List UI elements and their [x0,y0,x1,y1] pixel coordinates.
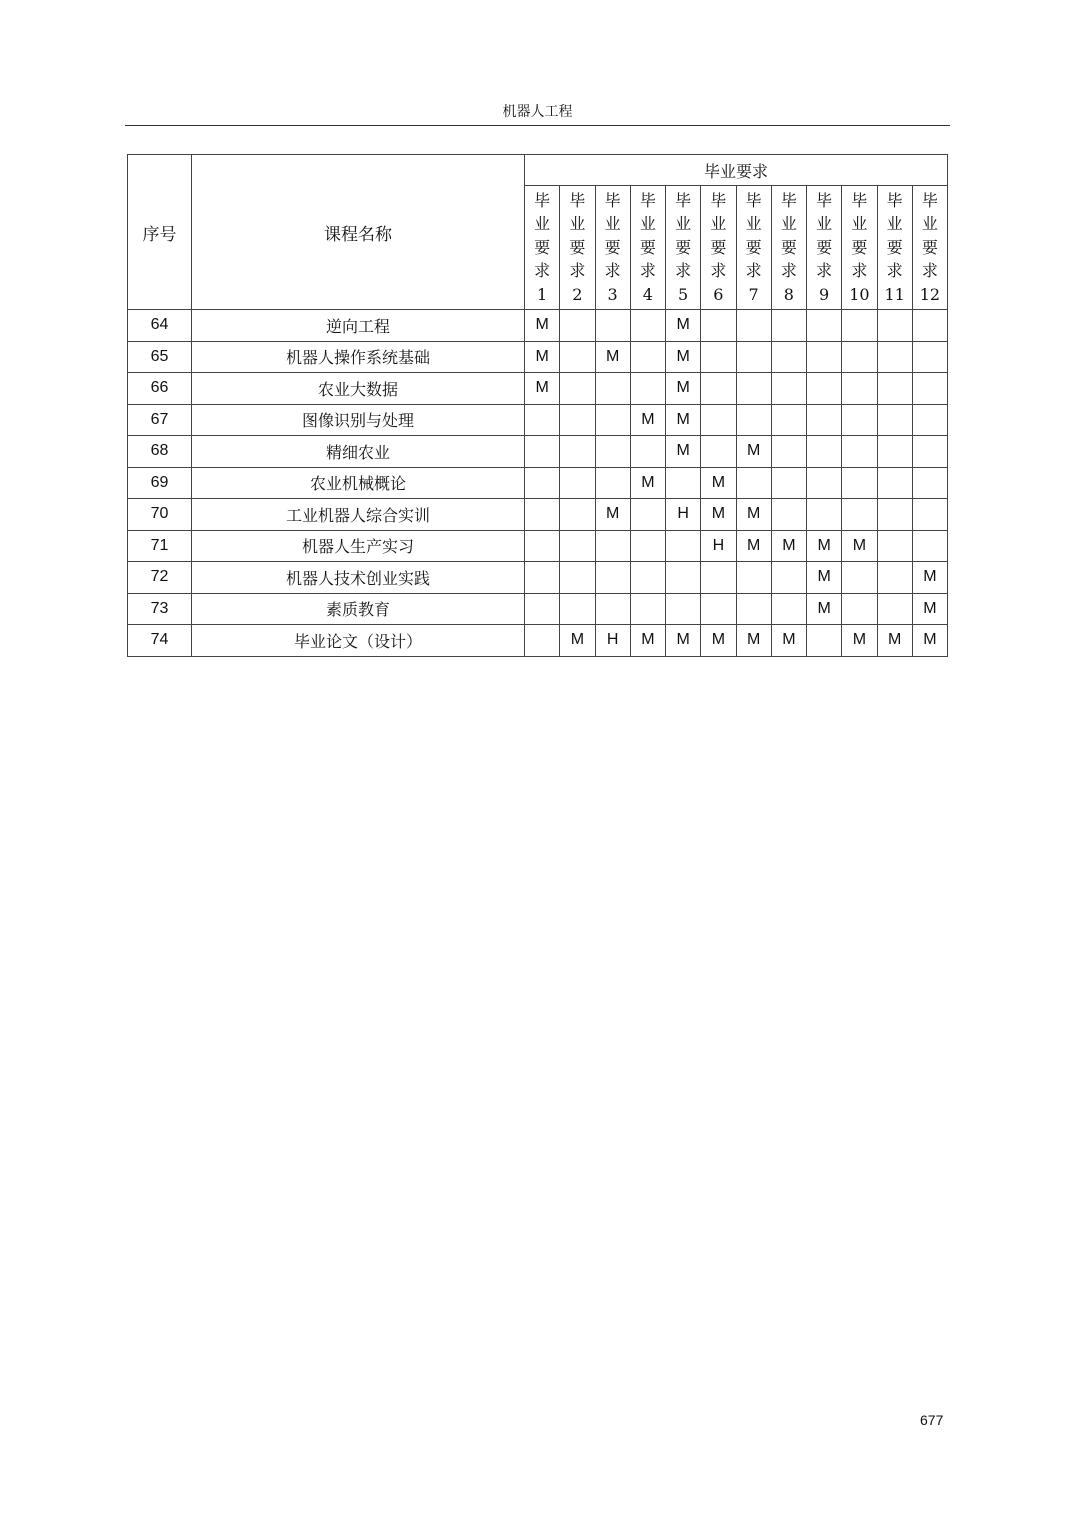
requirement-mark-cell [842,310,877,342]
row-index-cell: 74 [128,625,192,657]
course-name-cell: 工业机器人综合实训 [192,499,525,531]
requirement-header-char: 要 [851,237,868,257]
column-header-requirement [525,186,560,310]
requirement-mark-cell: M [525,373,560,405]
requirement-mark-cell [560,404,595,436]
requirement-mark-cell [771,404,806,436]
requirement-header-char: 求 [886,261,903,281]
requirement-mark-cell [771,593,806,625]
requirement-header-char: 要 [886,237,903,257]
column-header-requirement [877,186,912,310]
requirement-mark-cell: M [666,310,701,342]
requirement-mark-cell [525,530,560,562]
column-header-course-name: 课程名称 [192,155,525,310]
row-index-cell: 67 [128,404,192,436]
requirement-mark-cell: M [912,562,947,594]
requirement-header-char: 要 [569,237,586,257]
requirement-mark-cell [630,530,665,562]
table-row [128,373,948,405]
column-header-requirement [595,186,630,310]
requirement-mark-cell [771,499,806,531]
requirement-header-number: 3 [607,284,618,304]
requirement-mark-cell [807,467,842,499]
requirement-mark-cell [842,436,877,468]
requirement-header-number: 6 [713,284,724,304]
requirement-mark-cell [525,436,560,468]
course-name-cell: 逆向工程 [192,310,525,342]
requirement-mark-cell [595,467,630,499]
requirement-mark-cell [736,593,771,625]
requirement-mark-cell [877,373,912,405]
requirement-mark-cell [807,436,842,468]
course-name-cell: 农业机械概论 [192,467,525,499]
requirement-mark-cell [736,373,771,405]
requirement-mark-cell [877,436,912,468]
requirement-mark-cell [877,404,912,436]
requirement-mark-cell [842,562,877,594]
requirement-mark-cell [595,436,630,468]
requirement-mark-cell: H [666,499,701,531]
requirement-mark-cell: M [912,625,947,657]
requirement-mark-cell [525,467,560,499]
course-name-cell: 精细农业 [192,436,525,468]
requirement-mark-cell [595,530,630,562]
requirement-mark-cell [701,404,736,436]
page-header [125,101,950,126]
requirement-header-number: 4 [642,284,653,304]
requirement-mark-cell [560,467,595,499]
requirement-mark-cell: M [701,499,736,531]
requirement-mark-cell: M [595,341,630,373]
requirement-mark-cell: M [630,625,665,657]
requirement-mark-cell [666,467,701,499]
requirement-mark-cell: M [807,530,842,562]
requirement-header-char: 业 [534,214,551,234]
column-header-requirement [736,186,771,310]
requirement-mark-cell [912,404,947,436]
requirement-header-char: 求 [780,261,797,281]
requirement-header-number: 5 [678,284,689,304]
requirement-mark-cell [771,310,806,342]
requirement-mark-cell: M [560,625,595,657]
column-header-requirement [701,186,736,310]
requirement-header-char: 求 [710,261,727,281]
row-index-cell: 65 [128,341,192,373]
requirement-mark-cell: M [771,625,806,657]
requirement-mark-cell: M [666,341,701,373]
requirement-header-char: 要 [710,237,727,257]
requirement-mark-cell [877,593,912,625]
column-header-index: 序号 [128,155,192,310]
requirement-header-number: 2 [572,284,583,304]
requirement-mark-cell [912,310,947,342]
requirement-mark-cell [736,341,771,373]
requirement-mark-cell [771,436,806,468]
requirement-header-char: 业 [675,214,692,234]
requirement-mark-cell: M [807,593,842,625]
requirement-mark-cell [666,530,701,562]
requirement-mark-cell: M [525,310,560,342]
requirement-mark-cell [842,341,877,373]
requirement-mark-cell [877,499,912,531]
course-name-cell: 素质教育 [192,593,525,625]
requirement-mark-cell [560,436,595,468]
requirement-header-char: 业 [604,214,621,234]
table-row [128,625,948,657]
requirement-header-number: 7 [748,284,759,304]
requirement-mark-cell: M [701,625,736,657]
requirement-mark-cell [630,593,665,625]
requirement-mark-cell: M [877,625,912,657]
requirement-header-char: 要 [816,237,833,257]
column-header-requirement [807,186,842,310]
row-index-cell: 68 [128,436,192,468]
table-body [128,310,948,657]
requirement-mark-cell: M [666,625,701,657]
requirement-mark-cell [807,499,842,531]
column-header-requirement [771,186,806,310]
requirement-header-char: 要 [604,237,621,257]
requirement-mark-cell [525,404,560,436]
header-row-top [128,155,948,186]
requirement-mark-cell [771,373,806,405]
requirement-mark-cell [877,467,912,499]
requirement-header-char: 毕 [639,190,656,210]
requirement-header-char: 业 [816,214,833,234]
requirement-mark-cell: M [736,625,771,657]
requirement-mark-cell: M [701,467,736,499]
requirement-mark-cell [666,593,701,625]
requirement-mark-cell [560,499,595,531]
requirement-header-char: 毕 [710,190,727,210]
requirement-mark-cell: M [807,562,842,594]
requirement-mark-cell: M [736,436,771,468]
requirements-matrix-table [127,154,948,657]
requirement-header-char: 毕 [675,190,692,210]
requirement-mark-cell: M [630,404,665,436]
requirement-mark-cell: M [842,625,877,657]
requirement-mark-cell: M [666,404,701,436]
requirement-mark-cell: M [595,499,630,531]
requirement-header-char: 毕 [851,190,868,210]
requirement-mark-cell [630,310,665,342]
requirement-header-char: 业 [569,214,586,234]
table-row [128,404,948,436]
course-name-cell: 机器人技术创业实践 [192,562,525,594]
requirement-mark-cell [771,341,806,373]
page-number: 677 [920,1412,944,1428]
requirement-header-char: 业 [886,214,903,234]
requirement-header-char: 毕 [604,190,621,210]
course-name-cell: 机器人操作系统基础 [192,341,525,373]
requirement-header-char: 业 [921,214,938,234]
requirement-mark-cell [912,499,947,531]
requirement-header-char: 求 [569,261,586,281]
requirement-header-char: 毕 [780,190,797,210]
table-row [128,530,948,562]
requirement-header-char: 毕 [745,190,762,210]
requirement-mark-cell [630,373,665,405]
requirement-header-char: 求 [921,261,938,281]
row-index-cell: 72 [128,562,192,594]
requirement-mark-cell: M [666,373,701,405]
requirement-mark-cell: M [842,530,877,562]
requirement-mark-cell [842,499,877,531]
requirement-header-char: 要 [921,237,938,257]
requirement-mark-cell [842,373,877,405]
requirement-mark-cell [736,467,771,499]
requirement-mark-cell [630,562,665,594]
requirement-mark-cell [701,310,736,342]
row-index-cell: 64 [128,310,192,342]
column-header-requirement [666,186,701,310]
requirement-mark-cell [630,341,665,373]
requirement-header-char: 业 [745,214,762,234]
requirement-header-char: 业 [851,214,868,234]
requirement-header-char: 求 [675,261,692,281]
requirement-header-char: 要 [745,237,762,257]
requirement-mark-cell [525,499,560,531]
requirement-mark-cell: H [595,625,630,657]
requirement-header-char: 求 [534,261,551,281]
column-header-requirement [842,186,877,310]
requirement-mark-cell [701,436,736,468]
row-index-cell: 70 [128,499,192,531]
row-index-cell: 69 [128,467,192,499]
requirement-mark-cell [842,593,877,625]
requirement-mark-cell [595,373,630,405]
requirement-header-char: 求 [639,261,656,281]
requirement-mark-cell [560,562,595,594]
requirement-mark-cell [595,404,630,436]
requirement-mark-cell [877,562,912,594]
table-row [128,467,948,499]
table-head [128,155,948,310]
requirement-mark-cell [666,562,701,594]
requirement-header-char: 毕 [886,190,903,210]
requirement-mark-cell [560,310,595,342]
requirement-mark-cell: M [912,593,947,625]
requirement-mark-cell [701,593,736,625]
requirement-mark-cell [560,373,595,405]
requirement-header-char: 要 [534,237,551,257]
requirement-mark-cell [771,467,806,499]
requirement-mark-cell [771,562,806,594]
column-header-requirement [912,186,947,310]
requirement-header-number: 11 [884,284,905,304]
course-name-cell: 机器人生产实习 [192,530,525,562]
requirement-header-char: 业 [710,214,727,234]
requirement-mark-cell [912,467,947,499]
requirement-header-char: 业 [639,214,656,234]
table-row [128,499,948,531]
requirement-header-char: 求 [604,261,621,281]
column-header-requirement [630,186,665,310]
requirement-mark-cell [842,467,877,499]
requirement-mark-cell: M [736,499,771,531]
requirement-header-char: 毕 [534,190,551,210]
requirement-mark-cell [736,310,771,342]
requirement-mark-cell: M [736,530,771,562]
requirement-mark-cell [560,530,595,562]
requirement-header-number: 9 [819,284,830,304]
header-title: 机器人工程 [502,104,573,120]
requirement-mark-cell [807,310,842,342]
requirement-header-number: 12 [919,284,941,304]
requirement-mark-cell [807,373,842,405]
requirement-header-char: 业 [780,214,797,234]
requirement-mark-cell: M [771,530,806,562]
requirement-mark-cell [595,310,630,342]
requirement-mark-cell [701,562,736,594]
requirement-mark-cell: H [701,530,736,562]
requirement-mark-cell: M [525,341,560,373]
requirement-header-char: 求 [851,261,868,281]
table-row [128,593,948,625]
requirement-mark-cell [877,341,912,373]
requirement-header-char: 要 [639,237,656,257]
requirement-header-char: 要 [675,237,692,257]
requirement-mark-cell: M [630,467,665,499]
requirement-mark-cell [807,625,842,657]
requirement-header-number: 10 [849,284,870,304]
requirement-mark-cell [701,373,736,405]
table-row [128,562,948,594]
requirement-header-char: 求 [816,261,833,281]
requirement-mark-cell [877,530,912,562]
column-header-requirement [560,186,595,310]
requirement-mark-cell [912,341,947,373]
requirement-mark-cell [595,593,630,625]
requirement-mark-cell [560,341,595,373]
requirement-mark-cell [525,562,560,594]
requirement-header-char: 毕 [569,190,586,210]
requirement-mark-cell [630,499,665,531]
requirement-mark-cell [842,404,877,436]
table-row [128,341,948,373]
row-index-cell: 73 [128,593,192,625]
column-header-group: 毕业要求 [525,155,948,186]
requirement-mark-cell [736,562,771,594]
requirement-mark-cell [560,593,595,625]
table-row [128,310,948,342]
course-name-cell: 图像识别与处理 [192,404,525,436]
requirement-header-number: 1 [537,284,548,304]
row-index-cell: 66 [128,373,192,405]
requirement-mark-cell [912,373,947,405]
course-name-cell: 毕业论文（设计） [192,625,525,657]
requirement-mark-cell [736,404,771,436]
requirement-mark-cell: M [666,436,701,468]
requirement-header-char: 毕 [921,190,938,210]
requirement-mark-cell [595,562,630,594]
requirement-mark-cell [525,625,560,657]
requirement-header-char: 毕 [816,190,833,210]
requirement-mark-cell [807,341,842,373]
requirement-header-char: 要 [780,237,797,257]
requirement-header-char: 求 [745,261,762,281]
requirement-mark-cell [630,436,665,468]
requirement-header-number: 8 [783,284,794,304]
requirement-mark-cell [701,341,736,373]
row-index-cell: 71 [128,530,192,562]
requirement-mark-cell [807,404,842,436]
table-row [128,436,948,468]
requirement-mark-cell [912,530,947,562]
requirement-mark-cell [877,310,912,342]
requirement-mark-cell [912,436,947,468]
course-name-cell: 农业大数据 [192,373,525,405]
requirement-mark-cell [525,593,560,625]
